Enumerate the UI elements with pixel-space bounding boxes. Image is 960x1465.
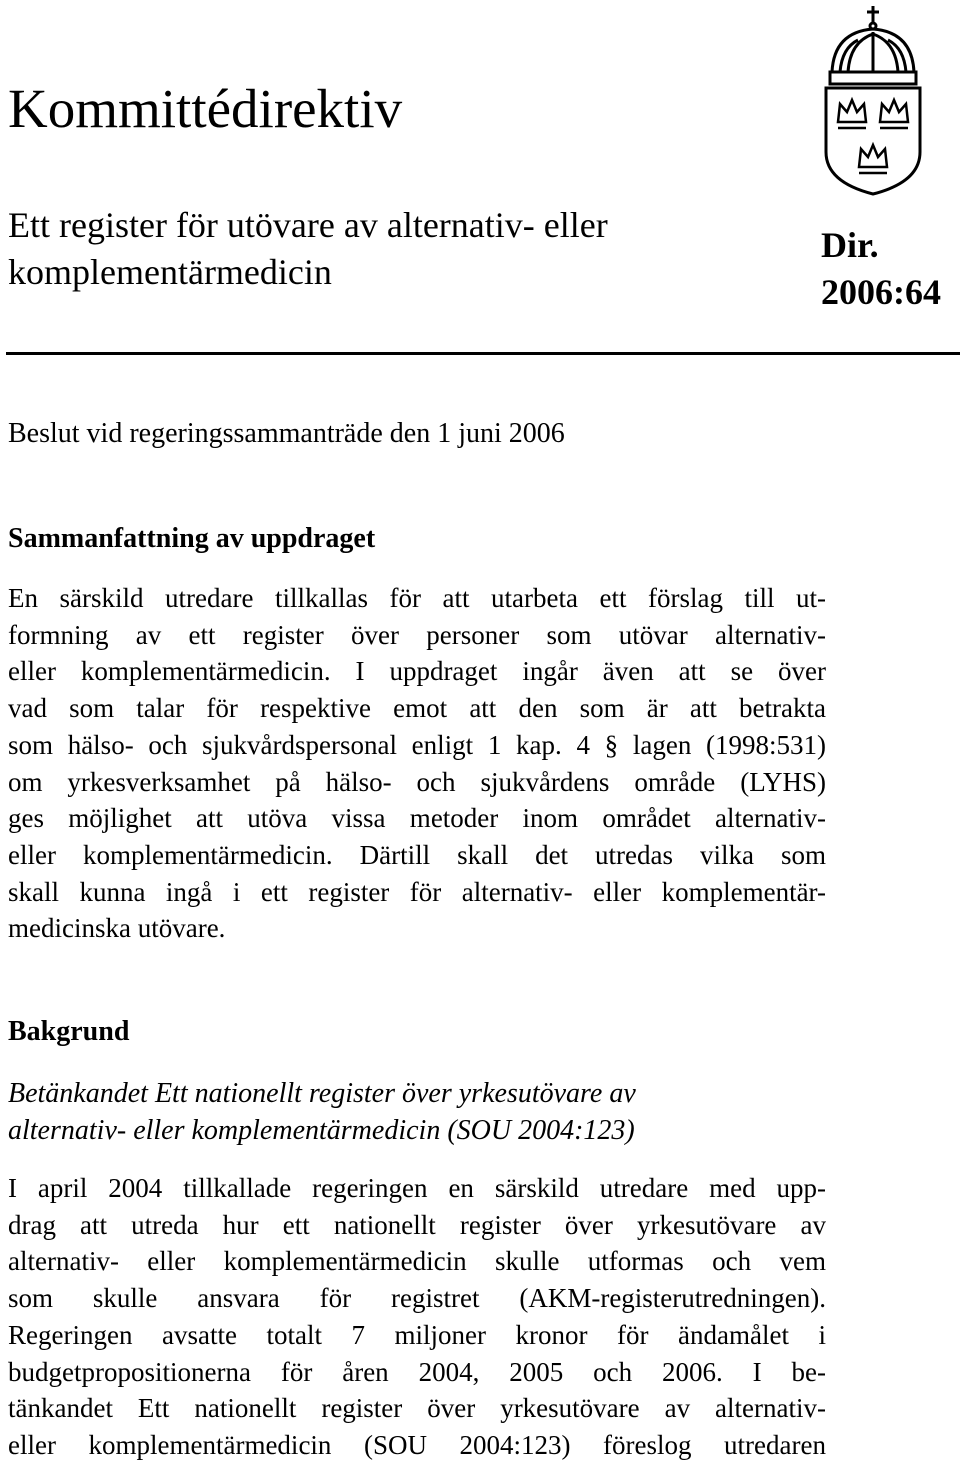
paragraph-line: eller komplementärmedicin. I uppdraget ingår även att se över (8, 656, 826, 687)
paragraph-line: vad som talar för respektive emot att den som är att betrakta (8, 693, 826, 724)
subheading-line: Betänkandet Ett nationellt register över yrkesutövare av (8, 1078, 636, 1109)
header-divider (6, 352, 960, 355)
subtitle-line: Ett register för utövare av alternativ- eller (8, 205, 608, 245)
paragraph-line: som skulle ansvara för registret (AKM-registerutredningen). (8, 1283, 826, 1314)
paragraph-line: om yrkesverksamhet på hälso- och sjukvårdens område (LYHS) (8, 766, 826, 797)
paragraph-line: eller komplementärmedicin. Därtill skall det utredas vilka som (8, 839, 826, 870)
directive-code: 2006:64 (821, 272, 941, 312)
paragraph-line: medicinska utövare. (8, 913, 226, 944)
paragraph-line: En särskild utredare tillkallas för att utarbeta ett förslag till ut- (8, 583, 826, 613)
paragraph-line: ges möjlighet att utöva vissa metoder inom området alternativ- (8, 803, 826, 834)
paragraph-line: I april 2004 tillkallade regeringen en särskild utredare med upp- (8, 1173, 826, 1203)
document-subtitle (8, 202, 788, 296)
directive-number (821, 222, 941, 316)
paragraph-line: formning av ett register över personer som utövar alternativ- (8, 619, 826, 650)
subtitle-line: komplementärmedicin (8, 252, 332, 292)
paragraph-line: tänkandet Ett nationellt register över yrkesutövare av alternativ- (8, 1393, 826, 1424)
paragraph-line: Regeringen avsatte totalt 7 miljoner kronor för ändamålet i (8, 1319, 826, 1350)
paragraph-line: eller komplementärmedicin (SOU 2004:123) föreslog utredaren (8, 1429, 826, 1460)
subheading-line: alternativ- eller komplementärmedicin (SOU 2004:123) (8, 1115, 635, 1146)
paragraph-line: som hälso- och sjukvårdspersonal enligt 1 kap. 4 § lagen (1998:531) (8, 729, 826, 760)
paragraph-line: drag att utreda hur ett nationellt register över yrkesutövare av (8, 1209, 826, 1240)
background-heading: Bakgrund (8, 1016, 130, 1047)
document-title: Kommittédirektiv (8, 78, 403, 139)
paragraph-line: budgetpropositionerna för åren 2004, 2005 och 2006. I be- (8, 1356, 826, 1387)
decision-line: Beslut vid regeringssammanträde den 1 juni 2006 (8, 418, 565, 449)
background-paragraph (8, 1170, 826, 1464)
directive-label: Dir. (821, 225, 879, 265)
summary-paragraph (8, 580, 826, 947)
paragraph-line: skall kunna ingå i ett register för alternativ- eller komplementär- (8, 876, 826, 907)
swedish-government-emblem-icon (818, 2, 928, 197)
paragraph-line: alternativ- eller komplementärmedicin skulle utformas och vem (8, 1246, 826, 1277)
background-subheading (8, 1075, 636, 1149)
summary-heading: Sammanfattning av uppdraget (8, 523, 376, 554)
